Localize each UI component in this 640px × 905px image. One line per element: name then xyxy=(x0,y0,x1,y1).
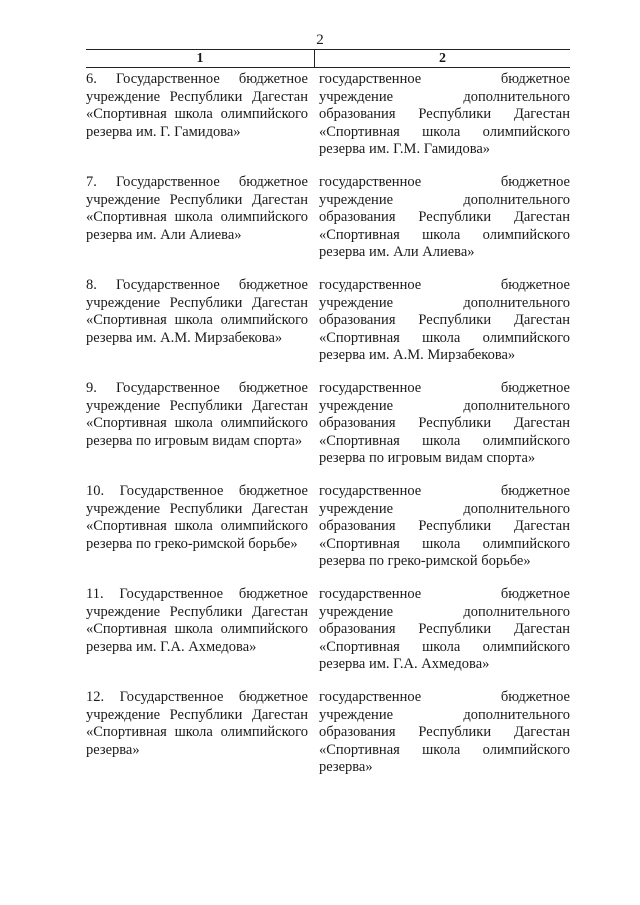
new-name-cell: государственное бюджетное учреждение дополнительного образования Республики Дагестан «Спортивная школа олимпийского резерва им. А.М. Мирзабекова» xyxy=(319,277,570,363)
column-header-2: 2 xyxy=(439,51,446,66)
table-row xyxy=(86,586,570,689)
table-row xyxy=(86,380,570,483)
old-name-cell: 7. Государственное бюджетное учреждение Республики Дагестан «Спортивная школа олимпийского резерва им. Али Алиева» xyxy=(86,174,308,243)
old-name-cell: 8. Государственное бюджетное учреждение Республики Дагестан «Спортивная школа олимпийского резерва им. А.М. Мирзабекова» xyxy=(86,277,308,346)
new-name-cell: государственное бюджетное учреждение дополнительного образования Республики Дагестан «Спортивная школа олимпийского резерва им. Г.А. Ахмедова» xyxy=(319,586,570,672)
table-header xyxy=(86,49,570,68)
renaming-table xyxy=(86,49,570,792)
old-name-cell: 11. Государственное бюджетное учреждение Республики Дагестан «Спортивная школа олимпийского резерва им. Г.А. Ахмедова» xyxy=(86,586,308,655)
table-row xyxy=(86,689,570,792)
column-header-1: 1 xyxy=(86,50,315,67)
page-number: 2 xyxy=(316,32,324,48)
table-row xyxy=(86,174,570,277)
table-row xyxy=(86,483,570,586)
new-name-cell: государственное бюджетное учреждение дополнительного образования Республики Дагестан «Спортивная школа олимпийского резерва им. Али Алиева» xyxy=(319,174,570,260)
new-name-cell: государственное бюджетное учреждение дополнительного образования Республики Дагестан «Спортивная школа олимпийского резерва» xyxy=(319,689,570,775)
table-row xyxy=(86,71,570,174)
table-row xyxy=(86,277,570,380)
new-name-cell: государственное бюджетное учреждение дополнительного образования Республики Дагестан «Спортивная школа олимпийского резерва по греко-римской борьбе» xyxy=(319,483,570,569)
table-body xyxy=(86,71,570,792)
new-name-cell: государственное бюджетное учреждение дополнительного образования Республики Дагестан «Спортивная школа олимпийского резерва им. Г.М. Гамидова» xyxy=(319,71,570,157)
old-name-cell: 9. Государственное бюджетное учреждение Республики Дагестан «Спортивная школа олимпийского резерва по игровым видам спорта» xyxy=(86,380,308,449)
old-name-cell: 10. Государственное бюджетное учреждение Республики Дагестан «Спортивная школа олимпийского резерва по греко-римской борьбе» xyxy=(86,483,308,552)
new-name-cell: государственное бюджетное учреждение дополнительного образования Республики Дагестан «Спортивная школа олимпийского резерва по игровым видам спорта» xyxy=(319,380,570,466)
old-name-cell: 6. Государственное бюджетное учреждение Республики Дагестан «Спортивная школа олимпийского резерва им. Г. Гамидова» xyxy=(86,71,308,140)
old-name-cell: 12. Государственное бюджетное учреждение Республики Дагестан «Спортивная школа олимпийского резерва» xyxy=(86,689,308,758)
